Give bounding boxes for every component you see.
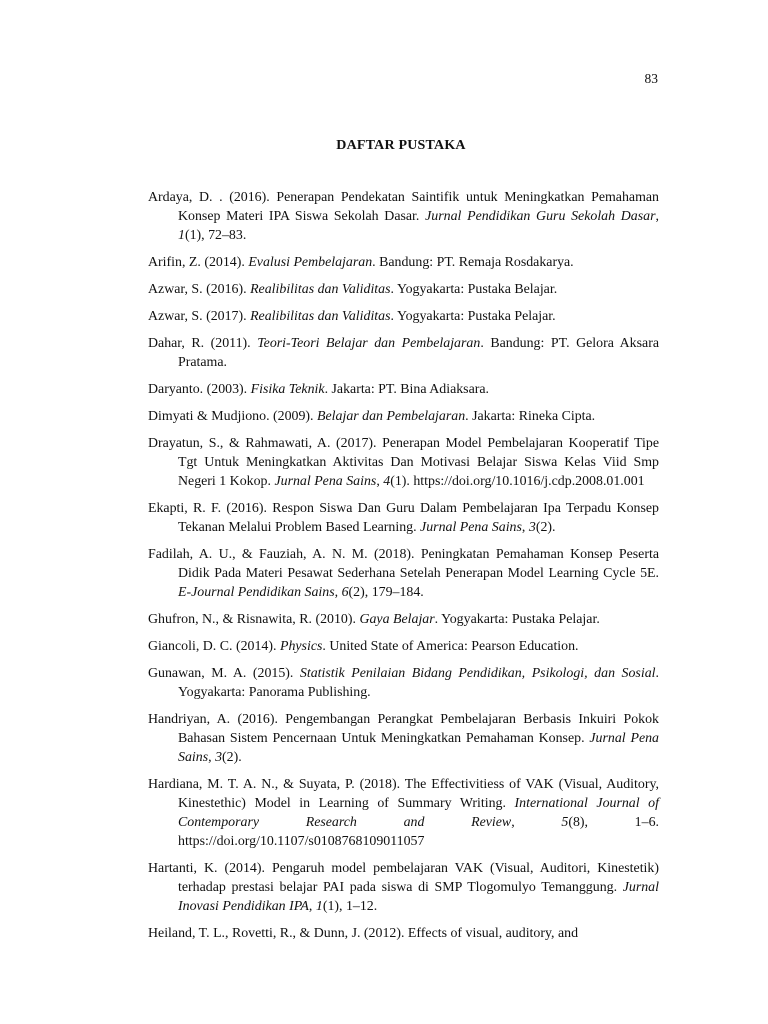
reference-italic-text: Jurnal Pena Sains xyxy=(274,474,377,489)
reference-italic-text: Jurnal Pena Sains xyxy=(178,731,659,765)
reference-italic-text: 4 xyxy=(383,474,391,489)
reference-entry xyxy=(148,924,659,943)
reference-text: . Yogyakarta: Panorama Publishing. xyxy=(178,666,659,700)
reference-text: Ardaya, D. . (2016). Penerapan Pendekatan Saintifik untuk Meningkatkan Pemahaman Konsep Materi IPA Siswa Sekolah Dasar. xyxy=(148,190,659,224)
reference-text: Dahar, R. (2011). xyxy=(148,336,258,351)
reference-italic-text: 5 xyxy=(561,815,569,830)
reference-entry xyxy=(148,334,659,372)
reference-text: , xyxy=(655,209,659,224)
reference-text: . Yogyakarta: Pustaka Pelajar. xyxy=(390,309,556,324)
reference-text: Ekapti, R. F. (2016). Respon Siswa Dan Guru Dalam Pembelajaran Ipa Terpadu Konsep Tekanan Melalui Problem Based Learning. xyxy=(148,501,659,535)
reference-italic-text: 6 xyxy=(341,585,349,600)
reference-text: . Bandung: PT. Remaja Rosdakarya. xyxy=(372,255,574,270)
reference-italic-text: 1 xyxy=(178,228,185,243)
reference-italic-text: International Journal of Contemporary Research and Review xyxy=(178,796,659,830)
reference-text: (2), 179–184. xyxy=(348,585,424,600)
reference-entry xyxy=(148,188,659,245)
reference-text: Heiland, T. L., Rovetti, R., & Dunn, J. (2012). Effects of visual, auditory, and xyxy=(148,926,579,941)
reference-text: . Yogyakarta: Pustaka Pelajar. xyxy=(434,612,600,627)
reference-text: Gunawan, M. A. (2015). xyxy=(148,666,300,681)
reference-text: Dimyati & Mudjiono. (2009). xyxy=(148,409,317,424)
reference-entry xyxy=(148,664,659,702)
reference-text: Azwar, S. (2017). xyxy=(148,309,251,324)
reference-entry xyxy=(148,859,659,916)
reference-italic-text: Fisika Teknik xyxy=(250,382,325,397)
reference-text: (8), 1–6. https://doi.org/10.1107/s0108768109011057 xyxy=(178,815,659,849)
page-title: DAFTAR PUSTAKA xyxy=(336,138,466,153)
reference-text: (2). xyxy=(535,520,556,535)
reference-italic-text: Jurnal Inovasi Pendidikan IPA xyxy=(178,880,659,914)
reference-text: Azwar, S. (2016). xyxy=(148,282,251,297)
reference-text: . Yogyakarta: Pustaka Belajar. xyxy=(390,282,558,297)
reference-list xyxy=(148,188,659,951)
reference-text: , xyxy=(334,585,342,600)
reference-text: , xyxy=(521,520,529,535)
reference-text: Daryanto. (2003). xyxy=(148,382,251,397)
reference-text: . Bandung: PT. Gelora Aksara Pratama. xyxy=(178,336,659,370)
reference-italic-text: Jurnal Pena Sains xyxy=(420,520,522,535)
reference-italic-text: Belajar dan Pembelajaran xyxy=(317,409,466,424)
reference-text: . Jakarta: PT. Bina Adiaksara. xyxy=(324,382,490,397)
reference-entry xyxy=(148,434,659,491)
reference-text: Ghufron, N., & Risnawita, R. (2010). xyxy=(148,612,360,627)
reference-text: (1). https://doi.org/10.1016/j.cdp.2008.01.001 xyxy=(390,474,645,489)
reference-text: Drayatun, S., & Rahmawati, A. (2017). Penerapan Model Pembelajaran Kooperatif Tipe Tgt Untuk Meningkatkan Aktivitas Dan Motivasi Belajar Siswa Kelas Viid Smp Negeri 1 Kokop. xyxy=(148,436,659,489)
reference-text: Arifin, Z. (2014). xyxy=(148,255,249,270)
reference-italic-text: 3 xyxy=(528,520,536,535)
reference-text: Giancoli, D. C. (2014). xyxy=(148,639,280,654)
reference-italic-text: Statistik Penilaian Bidang Pendidikan, Psikologi, dan Sosial xyxy=(299,666,656,681)
reference-text: (1), 1–12. xyxy=(322,899,378,914)
reference-entry xyxy=(148,407,659,426)
reference-italic-text: Physics xyxy=(279,639,323,654)
reference-entry xyxy=(148,380,659,399)
page-number: 83 xyxy=(644,71,658,86)
reference-entry xyxy=(148,610,659,629)
reference-text: . Jakarta: Rineka Cipta. xyxy=(465,409,596,424)
reference-italic-text: Evalusi Pembelajaran xyxy=(248,255,373,270)
reference-entry xyxy=(148,280,659,299)
reference-text: Handriyan, A. (2016). Pengembangan Perangkat Pembelajaran Berbasis Inkuiri Pokok Bahasan Sistem Pencernaan Untuk Meningkatkan Pemahaman Konsep. xyxy=(148,712,659,746)
reference-text: , xyxy=(376,474,384,489)
reference-text: Hartanti, K. (2014). Pengaruh model pembelajaran VAK (Visual, Auditori, Kinestetik) terhadap prestasi belajar PAI pada siswa di SMP Tlogomulyo Temanggung. xyxy=(148,861,659,895)
reference-italic-text: Teori-Teori Belajar dan Pembelajaran xyxy=(257,336,481,351)
reference-italic-text: 3 xyxy=(215,750,223,765)
reference-entry xyxy=(148,545,659,602)
reference-text: , xyxy=(208,750,216,765)
reference-italic-text: Jurnal Pendidikan Guru Sekolah Dasar xyxy=(425,209,656,224)
reference-italic-text: Realibilitas dan Validitas xyxy=(250,282,391,297)
reference-italic-text: E-Journal Pendidikan Sains xyxy=(178,585,335,600)
reference-entry xyxy=(148,499,659,537)
reference-text: Hardiana, M. T. A. N., & Suyata, P. (2018). The Effectivitiess of VAK (Visual, Auditory, Kinestethic) Model in Learning of Summary Writing. xyxy=(148,777,659,811)
reference-text: , xyxy=(308,899,316,914)
reference-entry xyxy=(148,710,659,767)
reference-italic-text: Realibilitas dan Validitas xyxy=(250,309,391,324)
reference-text: Fadilah, A. U., & Fauziah, A. N. M. (2018). Peningkatan Pemahaman Konsep Peserta Didik Pada Materi Pesawat Sederhana Setelah Penerapan Model Learning Cycle 5E. xyxy=(148,547,659,581)
reference-text: , xyxy=(511,815,562,830)
reference-text: (1), 72–83. xyxy=(184,228,247,243)
reference-text: . United State of America: Pearson Education. xyxy=(322,639,579,654)
reference-entry xyxy=(148,307,659,326)
reference-text: (2). xyxy=(222,750,242,765)
reference-italic-text: Gaya Belajar xyxy=(359,612,435,627)
reference-italic-text: 1 xyxy=(315,899,323,914)
reference-entry xyxy=(148,637,659,656)
reference-entry xyxy=(148,253,659,272)
reference-entry xyxy=(148,775,659,851)
